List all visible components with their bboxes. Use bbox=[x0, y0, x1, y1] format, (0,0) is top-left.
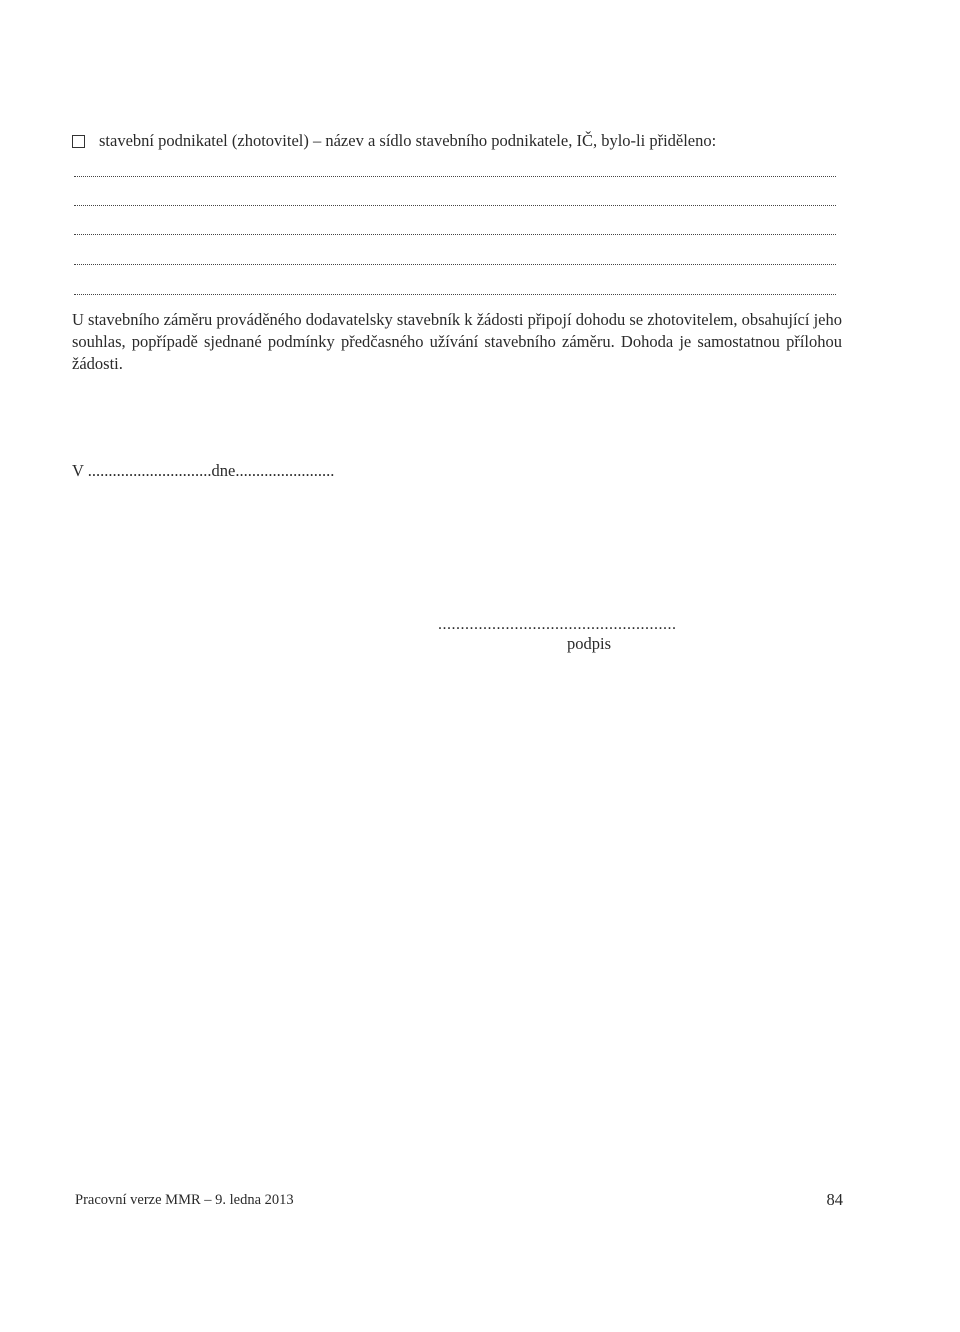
contractor-fill-line-4[interactable] bbox=[74, 264, 836, 265]
place-date-field[interactable]: V ..............................dne........................ bbox=[72, 461, 335, 480]
contractor-fill-line-3[interactable] bbox=[74, 234, 836, 235]
contractor-fill-line-2[interactable] bbox=[74, 205, 836, 206]
contractor-checkbox[interactable] bbox=[72, 135, 85, 148]
footer-version: Pracovní verze MMR – 9. ledna 2013 bbox=[75, 1192, 294, 1208]
contractor-label: stavební podnikatel (zhotovitel) – název a sídlo stavebního podnikatele, IČ, bylo-li přiděleno: bbox=[99, 131, 717, 150]
signature-line[interactable]: ..................................................... bbox=[438, 616, 677, 633]
instruction-paragraph: U stavebního záměru prováděného dodavatelsky stavebník k žádosti připojí dohodu se zhotovitelem, obsahující jeho souhlas, popřípadě sjednané podmínky předčasného užívání stavebního záměru. Dohoda je samostatnou přílohou žádosti. bbox=[72, 310, 842, 373]
contractor-fill-line-1[interactable] bbox=[74, 176, 836, 177]
contractor-option bbox=[72, 131, 716, 151]
page-number: 84 bbox=[826, 1190, 843, 1209]
contractor-fill-line-5[interactable] bbox=[74, 294, 836, 295]
signature-label: podpis bbox=[566, 634, 611, 653]
